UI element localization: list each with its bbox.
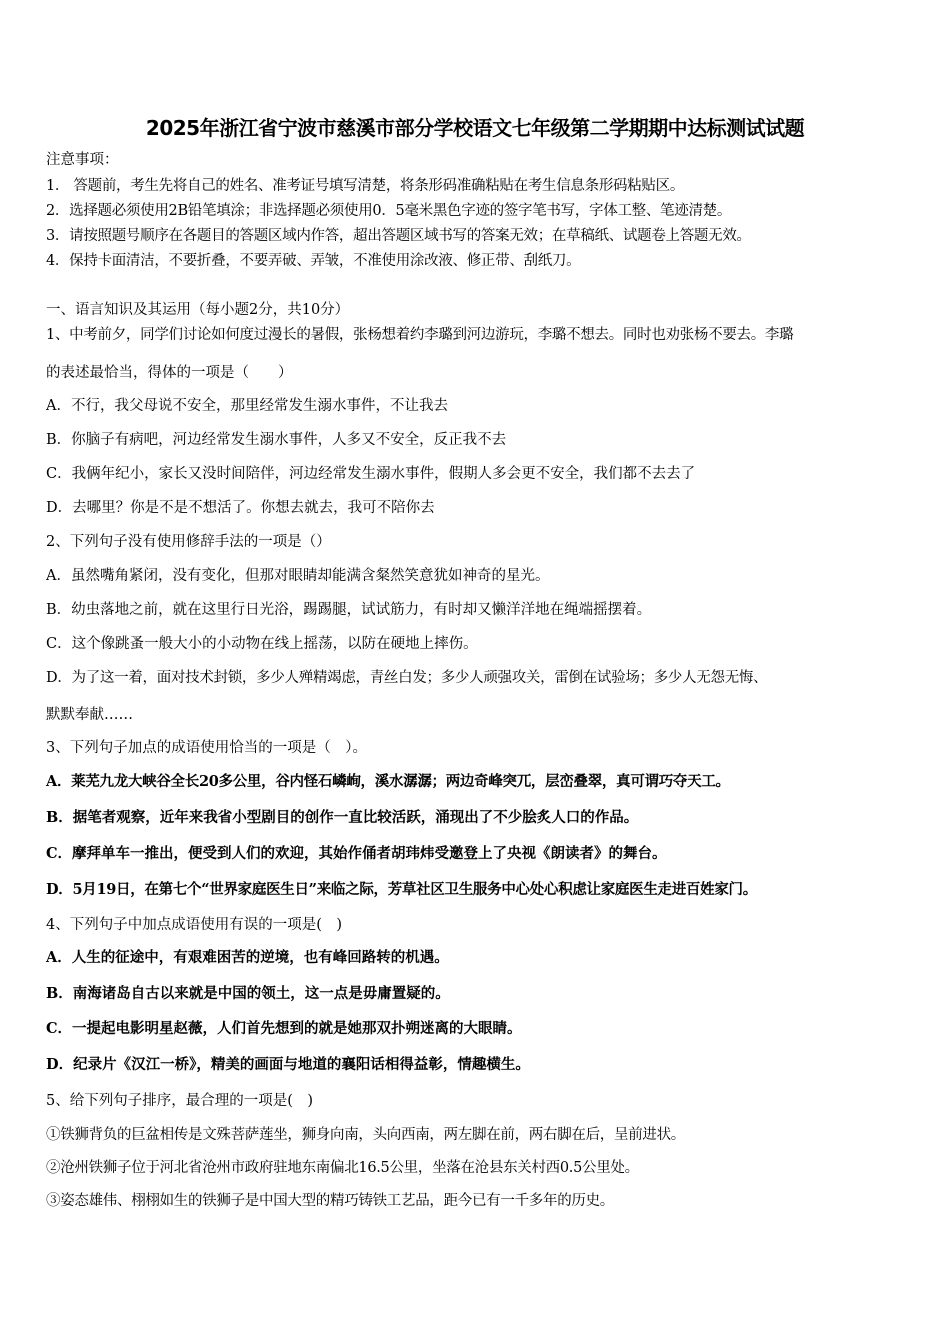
- question-3-option-b: B．据笔者观察，近年来我省小型剧目的创作一直比较活跃，涌现出了不少脍炙人口的作品。: [46, 809, 639, 826]
- question-2-stem: 2、下列句子没有使用修辞手法的一项是（）: [46, 534, 331, 550]
- question-1-stem-line-1: 1、中考前夕，同学们讨论如何度过漫长的暑假，张杨想着约李璐到河边游玩，李璐不想去。同时也劝张杨不要去。李璐: [46, 327, 794, 343]
- notice-item-1: 1． 答题前，考生先将自己的姓名、准考证号填写清楚，将条形码准确粘贴在考生信息条形码粘贴区。: [46, 178, 685, 194]
- question-1-option-d: D．去哪里？你是不是不想活了。你想去就去，我可不陪你去: [46, 500, 435, 516]
- notice-heading: 注意事项：: [46, 152, 119, 168]
- question-1-option-a: A．不行，我父母说不安全，那里经常发生溺水事件，不让我去: [46, 398, 448, 414]
- question-2-option-b: B．幼虫落地之前，就在这里行日光浴，踢踢腿，试试筋力，有时却又懒洋洋地在绳端摇摆着。: [46, 602, 652, 618]
- notice-item-2: 2．选择题必须使用2B铅笔填涂；非选择题必须使用0．5毫米黑色字迹的签字笔书写，字体工整、笔迹清楚。: [46, 203, 732, 219]
- question-2-option-c: C．这个像跳蚤一般大小的小动物在线上摇荡，以防在硬地上摔伤。: [46, 636, 478, 652]
- question-2-option-d-continuation: 默默奉献……: [46, 707, 133, 723]
- question-4-option-a: A．人生的征途中，有艰难困苦的逆境，也有峰回路转的机遇。: [46, 949, 449, 966]
- question-4-stem: 4、下列句子中加点成语使用有误的一项是( ): [46, 917, 343, 933]
- question-5-sentence-3: ③姿态雄伟、栩栩如生的铁狮子是中国大型的精巧铸铁工艺品，距今已有一千多年的历史。: [46, 1193, 614, 1209]
- section-heading: 一、语言知识及其运用（每小题2分，共10分）: [46, 302, 350, 318]
- question-5-sentence-2: ②沧州铁狮子位于河北省沧州市政府驻地东南偏北16.5公里，坐落在沧县东关村西0.5公里处。: [46, 1160, 639, 1176]
- question-5-sentence-1: ①铁狮背负的巨盆相传是文殊菩萨莲坐，狮身向南，头向西南，两左脚在前，两右脚在后，呈前进状。: [46, 1127, 685, 1143]
- question-4-option-d: D．纪录片《汉江一桥》，精美的画面与地道的襄阳话相得益彰，情趣横生。: [46, 1056, 530, 1073]
- question-2-option-a: A．虽然嘴角紧闭，没有变化，但那对眼睛却能满含粲然笑意犹如神奇的星光。: [46, 568, 550, 584]
- question-3-option-a: A．莱芜九龙大峡谷全长20多公里，谷内怪石嶙峋，溪水潺潺；两边奇峰突兀，层峦叠翠，真可谓巧夺天工。: [46, 773, 730, 790]
- question-5-stem: 5、给下列句子排序，最合理的一项是( ): [46, 1093, 314, 1109]
- question-3-option-d: D．5月19日，在第七个“世界家庭医生日”来临之际，芳草社区卫生服务中心处心积虑让家庭医生走进百姓家门。: [46, 881, 757, 898]
- question-1-option-b: B．你脑子有病吧，河边经常发生溺水事件，人多又不安全，反正我不去: [46, 432, 507, 448]
- question-3-option-c: C．摩拜单车一推出，便受到人们的欢迎，其始作俑者胡玮炜受邀登上了央视《朗读者》的舞台。: [46, 845, 667, 862]
- question-4-option-c: C．一提起电影明星赵薇，人们首先想到的就是她那双扑朔迷离的大眼睛。: [46, 1020, 522, 1037]
- notice-item-4: 4．保持卡面清洁，不要折叠，不要弄破、弄皱，不准使用涂改液、修正带、刮纸刀。: [46, 253, 581, 269]
- question-2-option-d: D．为了这一着，面对技术封锁，多少人殚精竭虑，青丝白发；多少人顽强攻关，雷倒在试验场；多少人无怨无悔、: [46, 670, 768, 686]
- notice-item-3: 3．请按照题号顺序在各题目的答题区域内作答，超出答题区域书写的答案无效；在草稿纸、试题卷上答题无效。: [46, 228, 751, 244]
- question-3-stem: 3、下列句子加点的成语使用恰当的一项是（ ）。: [46, 740, 367, 756]
- question-4-option-b: B．南海诸岛自古以来就是中国的领土，这一点是毋庸置疑的。: [46, 985, 450, 1002]
- question-1-option-c: C．我俩年纪小，家长又没时间陪伴，河边经常发生溺水事件，假期人多会更不安全，我们都不去去了: [46, 466, 696, 482]
- question-1-stem-line-2: 的表述最恰当，得体的一项是（ ）: [46, 365, 293, 381]
- page-title: 2025年浙江省宁波市慈溪市部分学校语文七年级第二学期期中达标测试试题: [145, 116, 805, 140]
